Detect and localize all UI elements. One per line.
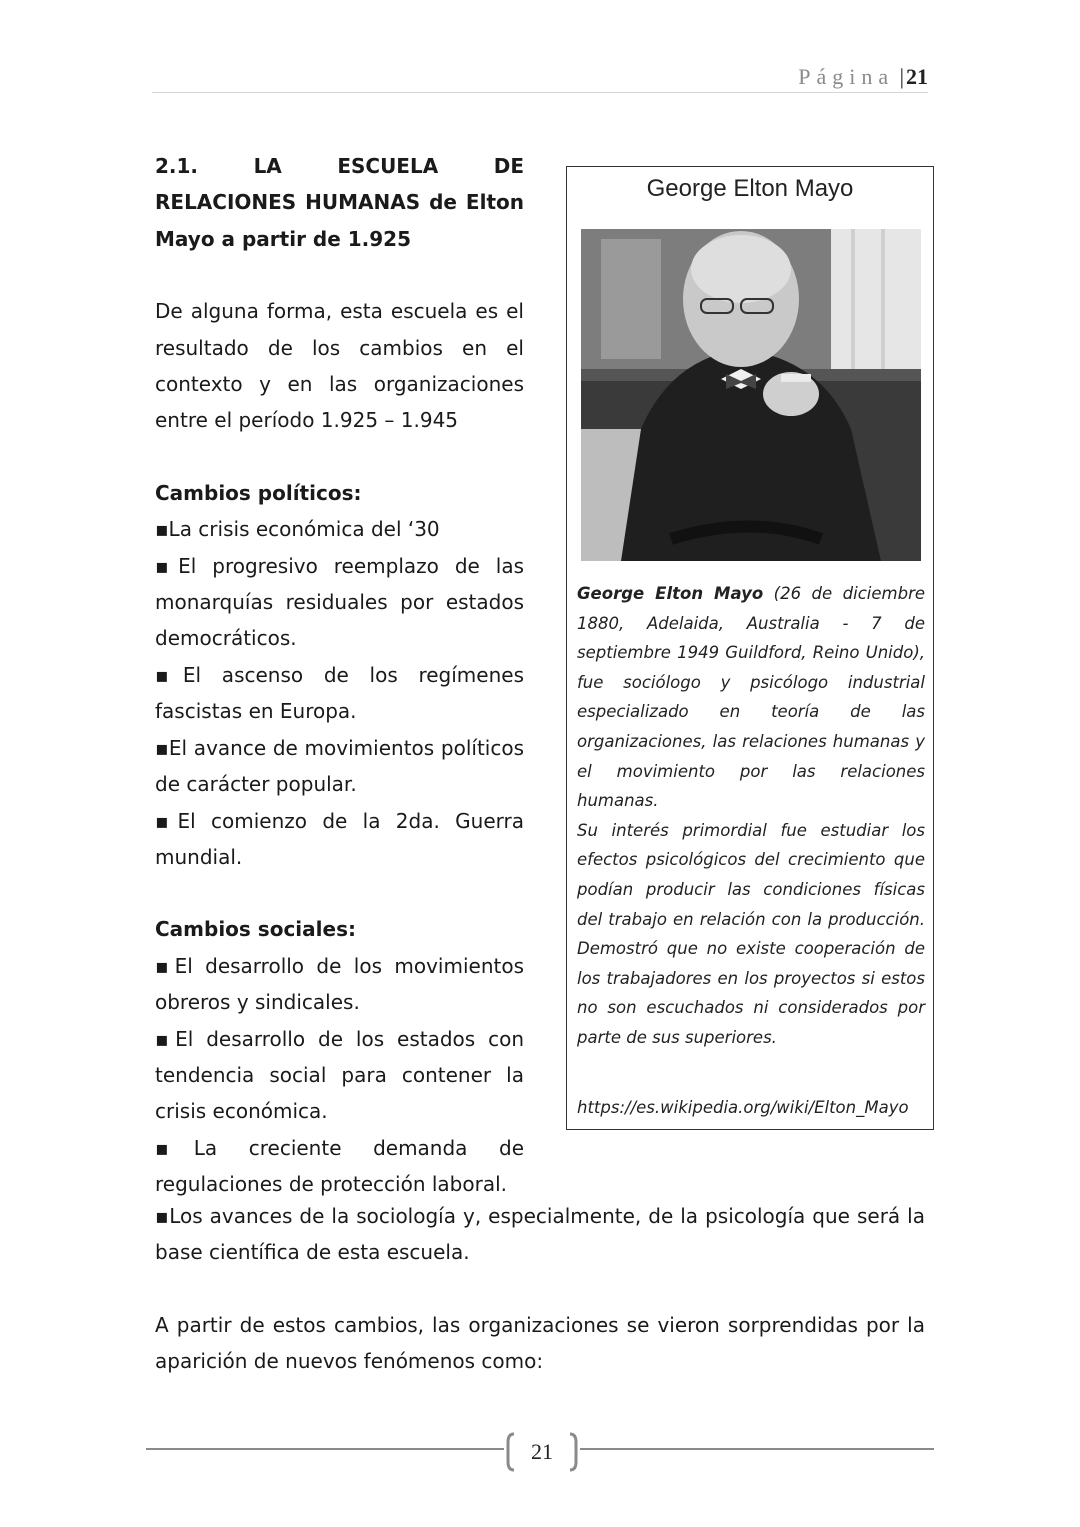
page-header [152,62,928,93]
portrait-image [581,229,921,561]
social-item-full: ▪Los avances de la sociología y, especialmente, de la psicología que será la base científica de esta escuela. [155,1204,925,1265]
political-item: ▪El progresivo reemplazo de las monarquías residuales por estados democráticos. [155,553,524,651]
biography-caption [577,579,925,1053]
social-item: ▪El desarrollo de los estados con tendencia social para contener la crisis económica. [155,1026,524,1124]
left-column [155,148,524,1203]
portrait-photo [581,229,921,561]
caption-paragraph-2: Su interés primordial fue estudiar los efectos psicológicos del crecimiento que podían producir las condiciones físicas del trabajo en relación con la producción. Demostró que no existe cooperación de los trabajadores en los proyectos si estos no son escuchados ni considerados por parte de sus superiores. [577,820,925,1047]
section-title-line1: 2.1. LA ESCUELA DE [155,154,524,178]
political-item: ▪El comienzo de la 2da. Guerra mundial. [155,808,524,869]
full-width-text [155,1198,925,1380]
footer-page-number [506,1432,578,1472]
footer-page-label: 21 [531,1439,553,1464]
social-heading: Cambios sociales: [155,917,356,942]
biography-title: George Elton Mayo [646,175,854,202]
section-title-line2: RELACIONES HUMANAS de Elton [155,190,524,215]
political-item: ▪La crisis económica del ‘30 [155,517,440,542]
header-page-number: 21 [906,64,928,89]
source-url: https://es.wikipedia.org/wiki/Elton_Mayo [577,1098,909,1117]
header-separator: | [899,64,904,89]
political-item: ▪El avance de movimientos políticos de carácter popular. [155,735,524,797]
biography-box [566,166,934,1130]
social-item: ▪La creciente demanda de regulaciones de protección laboral. [155,1135,524,1197]
caption-name: George Elton Mayo [577,584,764,603]
section-title-line3: Mayo a partir de 1.925 [155,226,412,251]
political-item: ▪El ascenso de los regímenes fascistas en Europa. [155,662,524,724]
caption-text: (26 de diciembre 1880, Adelaida, Australia - 7 de septiembre 1949 Guildford, Reino Unido), fue sociólogo y psicólogo industrial especializado en teoría de las organizaciones, las relaciones humanas y el movimiento por las relaciones humanas. [577,584,926,811]
closing-paragraph: A partir de estos cambios, las organizaciones se vieron sorprendidas por la aparición de nuevos fenómenos como: [155,1312,925,1374]
social-item: ▪El desarrollo de los movimientos obreros y sindicales. [155,953,524,1015]
political-heading: Cambios políticos: [155,480,362,505]
footer-rule-left [146,1448,504,1450]
footer-rule-right [580,1448,934,1450]
intro-paragraph: De alguna forma, esta escuela es el resultado de los cambios en el contexto y en las organizaciones entre el período 1.925 – 1.945 [155,299,524,433]
header-label: Página [798,64,895,89]
